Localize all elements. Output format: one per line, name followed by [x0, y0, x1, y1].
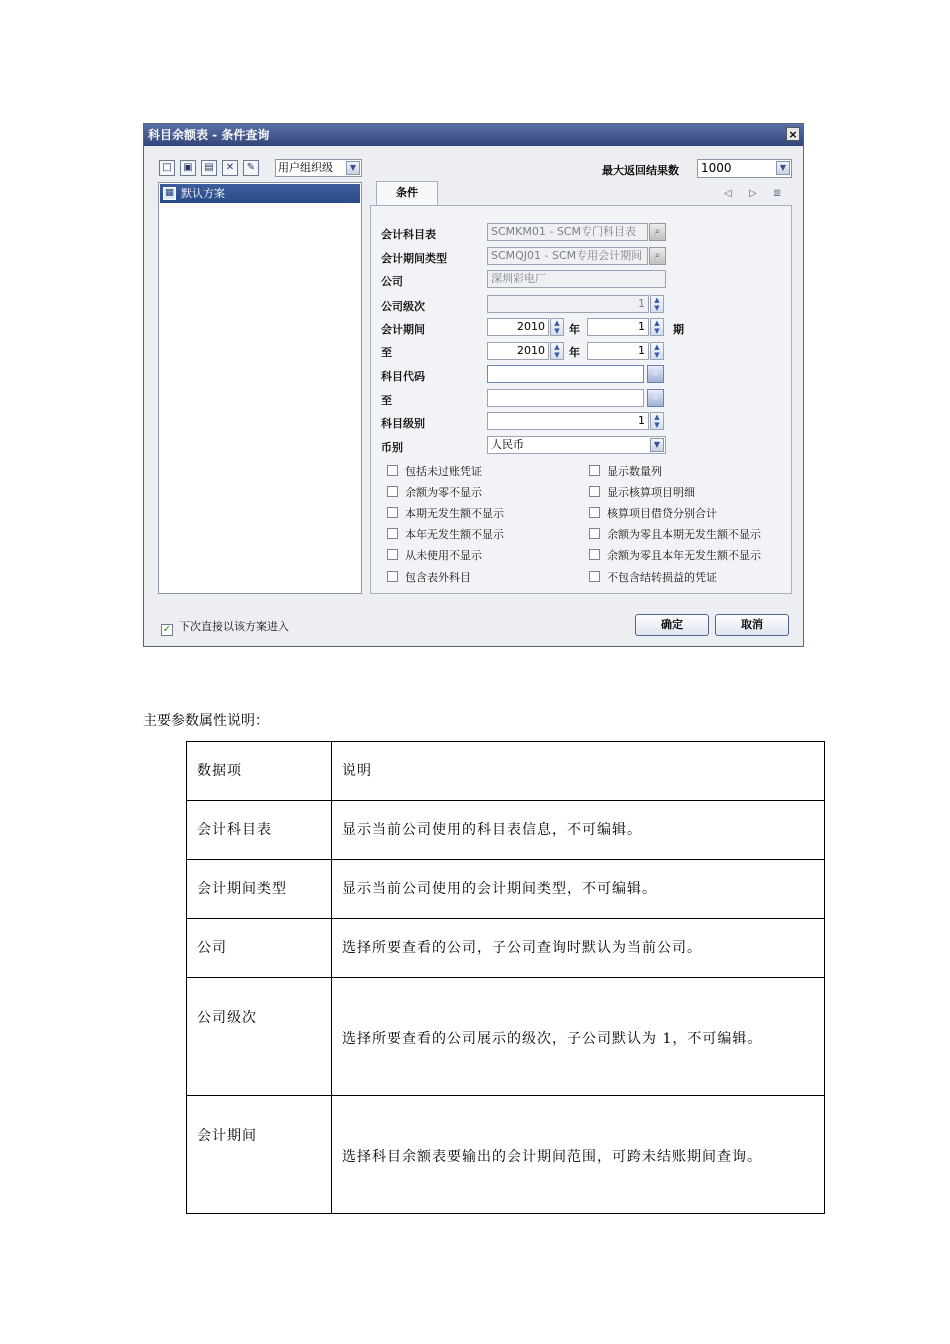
checkbox-include-unposted[interactable] — [387, 463, 482, 479]
search-icon: ⌕ — [649, 223, 666, 241]
currency-select[interactable] — [487, 436, 666, 454]
currency-value: 人民币 — [491, 438, 524, 451]
checkbox-icon[interactable] — [387, 571, 398, 582]
checkbox-icon[interactable] — [387, 549, 398, 560]
search-icon[interactable]: ⌕ — [647, 365, 664, 383]
save-icon[interactable]: ▣ — [180, 160, 196, 176]
period-from-year-input[interactable]: 2010 — [487, 318, 549, 336]
scheme-item-default[interactable] — [160, 184, 360, 203]
table-header-cell: 数据项 — [187, 742, 332, 801]
table-header-row — [187, 742, 825, 801]
account-code-label: 科目代码 — [381, 370, 425, 383]
account-table-field: SCMKM01 - SCM专门科目表 — [487, 223, 648, 241]
section-intro: 主要参数属性说明： — [143, 713, 269, 729]
scheme-list — [158, 182, 362, 594]
spinner-icon[interactable]: ▲ ▼ — [650, 342, 664, 360]
checkbox-icon[interactable] — [387, 507, 398, 518]
checkbox-label: 显示核算项目明细 — [607, 486, 695, 499]
checkbox-icon[interactable] — [387, 528, 398, 539]
chevron-down-icon[interactable]: ▼ — [776, 161, 790, 175]
table-cell: 会计期间类型 — [187, 860, 332, 919]
delete-icon[interactable]: ✕ — [222, 160, 238, 176]
checkbox-label: 从未使用不显示 — [405, 549, 482, 562]
max-results-value: 1000 — [701, 161, 732, 175]
org-level-select[interactable] — [275, 159, 362, 177]
table-cell: 会计科目表 — [187, 801, 332, 860]
period-label: 会计期间 — [381, 323, 425, 336]
year-unit: 年 — [569, 346, 580, 359]
checkbox-label: 核算项目借贷分别合计 — [607, 507, 717, 520]
table-row — [187, 801, 825, 860]
checkbox-include-off-balance[interactable] — [387, 569, 471, 585]
table-cell: 会计期间 — [187, 1096, 332, 1214]
checkbox-label: 余额为零且本期无发生额不显示 — [607, 528, 761, 541]
table-header-cell: 说明 — [332, 742, 825, 801]
edit-icon[interactable]: ✎ — [243, 160, 259, 176]
table-row — [187, 919, 825, 978]
remember-scheme-label: 下次直接以该方案进入 — [179, 620, 289, 633]
company-label: 公司 — [381, 275, 403, 288]
conditions-panel — [370, 205, 792, 594]
dialog-titlebar — [144, 124, 803, 146]
account-level-label: 科目级别 — [381, 417, 425, 430]
spinner-icon[interactable]: ▲ ▼ — [650, 318, 664, 336]
param-table — [186, 741, 825, 1214]
company-level-field: 1 — [487, 295, 649, 313]
account-code-to-input[interactable] — [487, 389, 644, 407]
checkmark-icon[interactable]: ✓ — [162, 624, 172, 635]
table-row — [187, 1096, 825, 1214]
search-icon: ⌕ — [649, 247, 666, 265]
table-cell: 选择所要查看的公司展示的级次，子公司默认为 1，不可编辑。 — [332, 978, 825, 1096]
checkbox-show-quantity[interactable] — [589, 463, 662, 479]
chevron-down-icon[interactable]: ▼ — [650, 438, 664, 452]
checkbox-icon[interactable] — [589, 528, 600, 539]
checkbox-hide-no-year-activity[interactable] — [387, 526, 504, 542]
checkbox-label: 显示数量列 — [607, 465, 662, 478]
chevron-down-icon[interactable]: ▼ — [346, 161, 360, 175]
period-type-field: SCMQJ01 - SCM专用会计期间 — [487, 247, 648, 265]
period-to-year-input[interactable]: 2010 — [487, 342, 549, 360]
search-icon[interactable]: ⌕ — [647, 389, 664, 407]
query-dialog — [143, 123, 804, 647]
table-row — [187, 860, 825, 919]
cancel-button[interactable]: 取消 — [715, 614, 789, 636]
checkbox-icon[interactable] — [589, 571, 600, 582]
spinner-icon[interactable]: ▲ ▼ — [550, 318, 564, 336]
ok-button[interactable]: 确定 — [635, 614, 709, 636]
scheme-icon: ▦ — [163, 187, 176, 200]
period-unit: 期 — [673, 323, 684, 336]
checkbox-label: 本期无发生额不显示 — [405, 507, 504, 520]
close-button[interactable]: × — [786, 127, 800, 141]
table-row — [187, 978, 825, 1096]
company-field: 深圳彩电厂 — [487, 270, 666, 288]
list-icon[interactable]: ≣ — [773, 188, 782, 199]
max-results-select[interactable] — [697, 159, 792, 178]
next-arrow-icon[interactable]: ▷ — [749, 188, 757, 199]
checkbox-debit-credit-subtotal[interactable] — [589, 505, 717, 521]
table-cell: 选择科目余额表要输出的会计期间范围，可跨未结账期间查询。 — [332, 1096, 825, 1214]
checkbox-exclude-pl-transfer[interactable] — [589, 569, 717, 585]
dialog-title: 科目余额表 - 条件查询 — [148, 128, 270, 142]
save-as-icon[interactable]: ▤ — [201, 160, 217, 176]
prev-arrow-icon[interactable]: ◁ — [724, 188, 732, 199]
checkbox-icon[interactable] — [589, 549, 600, 560]
checkbox-label: 不包含结转损益的凭证 — [607, 571, 717, 584]
max-results-label: 最大返回结果数 — [602, 164, 679, 177]
period-type-label: 会计期间类型 — [381, 252, 447, 265]
period-to-label: 至 — [381, 346, 392, 359]
scheme-item-label: 默认方案 — [181, 187, 225, 200]
new-icon[interactable]: □ — [159, 160, 175, 176]
checkbox-show-item-detail[interactable] — [589, 484, 695, 500]
checkbox-hide-never-used[interactable] — [387, 547, 482, 563]
checkbox-icon[interactable] — [589, 465, 600, 476]
account-code-input[interactable] — [487, 365, 644, 383]
checkbox-icon[interactable] — [589, 507, 600, 518]
period-to-input[interactable]: 1 — [587, 342, 649, 360]
checkbox-label: 本年无发生额不显示 — [405, 528, 504, 541]
org-level-value: 用户组织级 — [278, 161, 333, 174]
table-cell: 选择所要查看的公司，子公司查询时默认为当前公司。 — [332, 919, 825, 978]
account-code-to-label: 至 — [381, 394, 392, 407]
checkbox-label: 包括未过账凭证 — [405, 465, 482, 478]
checkbox-label: 余额为零不显示 — [405, 486, 482, 499]
table-cell: 公司级次 — [187, 978, 332, 1096]
tab-conditions[interactable]: 条件 — [376, 181, 438, 205]
spinner-icon[interactable]: ▲ ▼ — [550, 342, 564, 360]
remember-scheme-checkbox[interactable] — [161, 618, 289, 636]
table-cell: 公司 — [187, 919, 332, 978]
spinner-icon[interactable]: ▲ ▼ — [650, 412, 664, 430]
checkbox-hide-zero-no-year[interactable] — [589, 547, 761, 563]
checkbox-icon[interactable] — [589, 486, 600, 497]
checkbox-hide-no-period-activity[interactable] — [387, 505, 504, 521]
checkbox-label: 余额为零且本年无发生额不显示 — [607, 549, 761, 562]
checkbox-hide-zero-balance[interactable] — [387, 484, 482, 500]
account-level-input[interactable]: 1 — [487, 412, 649, 430]
year-unit: 年 — [569, 323, 580, 336]
account-table-label: 会计科目表 — [381, 228, 436, 241]
checkbox-icon[interactable] — [387, 465, 398, 476]
currency-label: 币别 — [381, 441, 403, 454]
spinner-icon: ▲ ▼ — [650, 295, 664, 313]
checkbox-label: 包含表外科目 — [405, 571, 471, 584]
checkbox-hide-zero-no-period[interactable] — [589, 526, 761, 542]
period-from-input[interactable]: 1 — [587, 318, 649, 336]
table-cell: 显示当前公司使用的会计期间类型，不可编辑。 — [332, 860, 825, 919]
table-cell: 显示当前公司使用的科目表信息，不可编辑。 — [332, 801, 825, 860]
checkbox-icon[interactable] — [387, 486, 398, 497]
company-level-label: 公司级次 — [381, 300, 425, 313]
